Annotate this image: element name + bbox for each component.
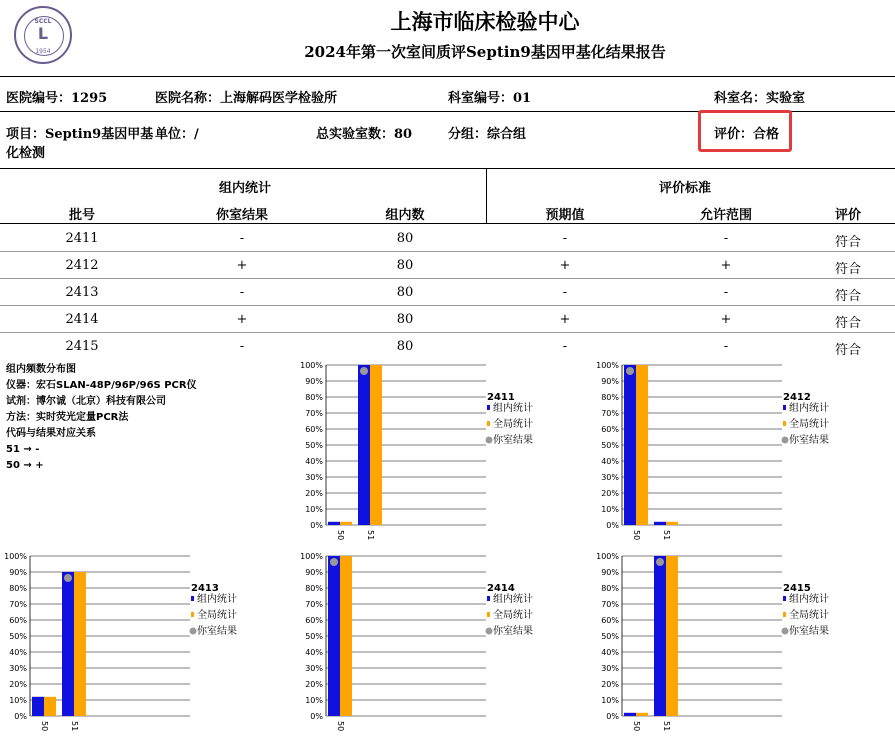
col-header-allowed-range: 允许范围 bbox=[699, 208, 752, 223]
y-tick-label: 70% bbox=[601, 600, 619, 609]
y-tick-label: 40% bbox=[601, 648, 619, 657]
legend-label: 全局统计 bbox=[493, 419, 533, 430]
bar-global bbox=[340, 556, 352, 716]
y-tick-label: 50% bbox=[305, 632, 323, 641]
your-result-marker bbox=[656, 558, 664, 566]
project-line2: 化检测 bbox=[6, 146, 46, 161]
y-tick-label: 60% bbox=[9, 616, 27, 625]
info-line: 50 → + bbox=[6, 460, 44, 471]
cell-group-count: 80 bbox=[396, 339, 414, 354]
y-tick-label: 20% bbox=[305, 489, 323, 498]
project-line1: 项目：Septin9基因甲基 bbox=[6, 127, 154, 142]
y-tick-label: 30% bbox=[9, 664, 27, 673]
bar-global bbox=[636, 365, 648, 525]
y-tick-label: 60% bbox=[305, 425, 323, 434]
cell-expected: + bbox=[559, 312, 571, 327]
y-tick-label: 0% bbox=[14, 712, 27, 721]
info-line: 组内频数分布图 bbox=[6, 364, 76, 375]
legend-swatch bbox=[191, 612, 194, 617]
y-tick-label: 60% bbox=[601, 425, 619, 434]
y-tick-label: 90% bbox=[601, 568, 619, 577]
legend-swatch bbox=[190, 628, 197, 635]
legend-swatch bbox=[782, 628, 789, 635]
legend-label: 你室结果 bbox=[789, 626, 829, 637]
y-tick-label: 40% bbox=[601, 457, 619, 466]
logo-top-text: SCCL bbox=[34, 18, 52, 25]
cell-group-count: 80 bbox=[396, 285, 414, 300]
bar-global bbox=[340, 522, 352, 525]
bar-group bbox=[654, 556, 666, 716]
x-tick-label: 51 bbox=[662, 721, 671, 732]
col-header-batch: 批号 bbox=[68, 208, 95, 223]
criteria-header: 评价标准 bbox=[658, 181, 711, 196]
x-tick-label: 51 bbox=[70, 721, 79, 732]
x-tick-label: 51 bbox=[366, 530, 375, 541]
chart-title: 2412 bbox=[783, 392, 811, 403]
cell-expected: - bbox=[562, 231, 568, 246]
cell-evaluation: 符合 bbox=[834, 262, 861, 277]
cell-allowed-range: + bbox=[720, 312, 732, 327]
bar-global bbox=[74, 572, 86, 716]
legend-label: 全局统计 bbox=[789, 610, 829, 621]
bar-global bbox=[666, 556, 678, 716]
cell-evaluation: 符合 bbox=[834, 316, 861, 331]
col-header-evaluation: 评价 bbox=[834, 208, 861, 223]
y-tick-label: 20% bbox=[601, 489, 619, 498]
bar-global bbox=[44, 697, 56, 716]
info-line: 方法：实时荧光定量PCR法 bbox=[6, 412, 129, 423]
y-tick-label: 70% bbox=[305, 409, 323, 418]
bar-group bbox=[358, 365, 370, 525]
cell-expected: - bbox=[562, 339, 568, 354]
page-subtitle: 2024年第一次室间质评Septin9基因甲基化结果报告 bbox=[304, 43, 666, 61]
y-tick-label: 90% bbox=[305, 377, 323, 386]
dept-id: 科室编号：01 bbox=[448, 91, 532, 106]
y-tick-label: 70% bbox=[305, 600, 323, 609]
y-tick-label: 100% bbox=[4, 552, 27, 561]
legend-label: 你室结果 bbox=[493, 435, 533, 446]
group-stats-header: 组内统计 bbox=[218, 181, 271, 196]
bar-group bbox=[62, 572, 74, 716]
legend-label: 你室结果 bbox=[493, 626, 533, 637]
cell-evaluation: 符合 bbox=[834, 343, 861, 358]
y-tick-label: 10% bbox=[601, 696, 619, 705]
bar-group bbox=[328, 556, 340, 716]
your-result-marker bbox=[330, 558, 338, 566]
info-line: 代码与结果对应关系 bbox=[6, 428, 96, 439]
y-tick-label: 90% bbox=[305, 568, 323, 577]
legend-label: 组内统计 bbox=[197, 594, 237, 605]
y-tick-label: 100% bbox=[596, 361, 619, 370]
y-tick-label: 80% bbox=[601, 393, 619, 402]
y-tick-label: 80% bbox=[9, 584, 27, 593]
cell-expected: + bbox=[559, 258, 571, 273]
your-result-marker bbox=[360, 367, 368, 375]
legend-swatch bbox=[783, 405, 786, 410]
bar-global bbox=[370, 365, 382, 525]
legend-label: 组内统计 bbox=[493, 594, 533, 605]
legend-label: 组内统计 bbox=[789, 403, 829, 414]
bar-group bbox=[654, 522, 666, 525]
group: 分组：综合组 bbox=[448, 127, 527, 142]
legend-swatch bbox=[486, 628, 493, 635]
y-tick-label: 20% bbox=[601, 680, 619, 689]
cell-batch: 2413 bbox=[65, 285, 99, 300]
legend-label: 全局统计 bbox=[789, 419, 829, 430]
cell-evaluation: 符合 bbox=[834, 289, 861, 304]
logo-mark: L bbox=[37, 24, 49, 43]
legend-swatch bbox=[487, 612, 490, 617]
cell-your-result: + bbox=[236, 312, 248, 327]
x-tick-label: 50 bbox=[336, 530, 345, 541]
x-tick-label: 50 bbox=[632, 530, 641, 541]
legend-swatch bbox=[783, 612, 786, 617]
info-line: 51 → - bbox=[6, 444, 40, 455]
legend-swatch bbox=[487, 421, 490, 426]
total-labs: 总实验室数：80 bbox=[316, 127, 413, 142]
y-tick-label: 70% bbox=[601, 409, 619, 418]
y-tick-label: 50% bbox=[601, 632, 619, 641]
unit: 单位：/ bbox=[155, 127, 199, 142]
evaluation: 评价：合格 bbox=[714, 127, 780, 142]
chart-title: 2415 bbox=[783, 583, 811, 594]
cell-batch: 2415 bbox=[65, 339, 99, 354]
bar-group bbox=[328, 522, 340, 525]
dept-name: 科室名：实验室 bbox=[714, 91, 806, 106]
y-tick-label: 80% bbox=[305, 584, 323, 593]
y-tick-label: 50% bbox=[9, 632, 27, 641]
y-tick-label: 90% bbox=[601, 377, 619, 386]
info-line: 仪器：宏石SLAN-48P/96P/96S PCR仪 bbox=[6, 380, 197, 391]
y-tick-label: 30% bbox=[601, 664, 619, 673]
cell-allowed-range: + bbox=[720, 258, 732, 273]
cell-batch: 2412 bbox=[65, 258, 99, 273]
y-tick-label: 30% bbox=[601, 473, 619, 482]
cell-allowed-range: - bbox=[723, 285, 729, 300]
x-tick-label: 50 bbox=[40, 721, 49, 732]
y-tick-label: 100% bbox=[300, 361, 323, 370]
legend-label: 全局统计 bbox=[493, 610, 533, 621]
legend-label: 你室结果 bbox=[197, 626, 237, 637]
y-tick-label: 80% bbox=[305, 393, 323, 402]
cell-batch: 2414 bbox=[65, 312, 99, 327]
your-result-marker bbox=[626, 367, 634, 375]
info-line: 试剂：博尔诚（北京）科技有限公司 bbox=[6, 396, 166, 407]
cell-group-count: 80 bbox=[396, 231, 414, 246]
cell-evaluation: 符合 bbox=[834, 235, 861, 250]
y-tick-label: 0% bbox=[606, 521, 619, 530]
y-tick-label: 70% bbox=[9, 600, 27, 609]
y-tick-label: 60% bbox=[305, 616, 323, 625]
y-tick-label: 10% bbox=[305, 696, 323, 705]
legend-swatch bbox=[782, 437, 789, 444]
bar-group bbox=[32, 697, 44, 716]
y-tick-label: 40% bbox=[305, 457, 323, 466]
y-tick-label: 50% bbox=[305, 441, 323, 450]
bar-group bbox=[624, 365, 636, 525]
col-header-your-result: 你室结果 bbox=[215, 208, 268, 223]
legend-label: 全局统计 bbox=[197, 610, 237, 621]
y-tick-label: 40% bbox=[9, 648, 27, 657]
y-tick-label: 30% bbox=[305, 473, 323, 482]
your-result-marker bbox=[64, 574, 72, 582]
legend-swatch bbox=[783, 596, 786, 601]
x-tick-label: 50 bbox=[632, 721, 641, 732]
legend-swatch bbox=[486, 437, 493, 444]
y-tick-label: 10% bbox=[9, 696, 27, 705]
y-tick-label: 40% bbox=[305, 648, 323, 657]
y-tick-label: 0% bbox=[310, 712, 323, 721]
x-tick-label: 51 bbox=[662, 530, 671, 541]
cell-your-result: - bbox=[239, 285, 245, 300]
legend-label: 你室结果 bbox=[789, 435, 829, 446]
legend-swatch bbox=[487, 596, 490, 601]
logo-year: 1954 bbox=[35, 48, 51, 55]
legend-swatch bbox=[487, 405, 490, 410]
cell-expected: - bbox=[562, 285, 568, 300]
legend-label: 组内统计 bbox=[493, 403, 533, 414]
cell-your-result: - bbox=[239, 231, 245, 246]
y-tick-label: 80% bbox=[601, 584, 619, 593]
page-title: 上海市临床检验中心 bbox=[390, 9, 580, 34]
hospital-id: 医院编号：1295 bbox=[6, 91, 108, 106]
y-tick-label: 100% bbox=[596, 552, 619, 561]
cell-group-count: 80 bbox=[396, 258, 414, 273]
col-header-group-count: 组内数 bbox=[385, 208, 425, 223]
legend-swatch bbox=[783, 421, 786, 426]
bar-global bbox=[636, 713, 648, 716]
y-tick-label: 90% bbox=[9, 568, 27, 577]
col-header-expected: 预期值 bbox=[545, 208, 585, 223]
legend-label: 组内统计 bbox=[789, 594, 829, 605]
y-tick-label: 30% bbox=[305, 664, 323, 673]
y-tick-label: 0% bbox=[606, 712, 619, 721]
y-tick-label: 10% bbox=[601, 505, 619, 514]
y-tick-label: 20% bbox=[305, 680, 323, 689]
y-tick-label: 100% bbox=[300, 552, 323, 561]
x-tick-label: 50 bbox=[336, 721, 345, 732]
hospital-name: 医院名称：上海解码医学检验所 bbox=[155, 91, 338, 106]
y-tick-label: 60% bbox=[601, 616, 619, 625]
legend-swatch bbox=[191, 596, 194, 601]
chart-title: 2413 bbox=[191, 583, 219, 594]
chart-title: 2414 bbox=[487, 583, 515, 594]
y-tick-label: 50% bbox=[601, 441, 619, 450]
cell-your-result: - bbox=[239, 339, 245, 354]
bar-group bbox=[624, 713, 636, 716]
cell-your-result: + bbox=[236, 258, 248, 273]
cell-group-count: 80 bbox=[396, 312, 414, 327]
chart-title: 2411 bbox=[487, 392, 515, 403]
y-tick-label: 0% bbox=[310, 521, 323, 530]
cell-batch: 2411 bbox=[65, 231, 99, 246]
cell-allowed-range: - bbox=[723, 339, 729, 354]
y-tick-label: 10% bbox=[305, 505, 323, 514]
bar-global bbox=[666, 522, 678, 525]
cell-allowed-range: - bbox=[723, 231, 729, 246]
y-tick-label: 20% bbox=[9, 680, 27, 689]
